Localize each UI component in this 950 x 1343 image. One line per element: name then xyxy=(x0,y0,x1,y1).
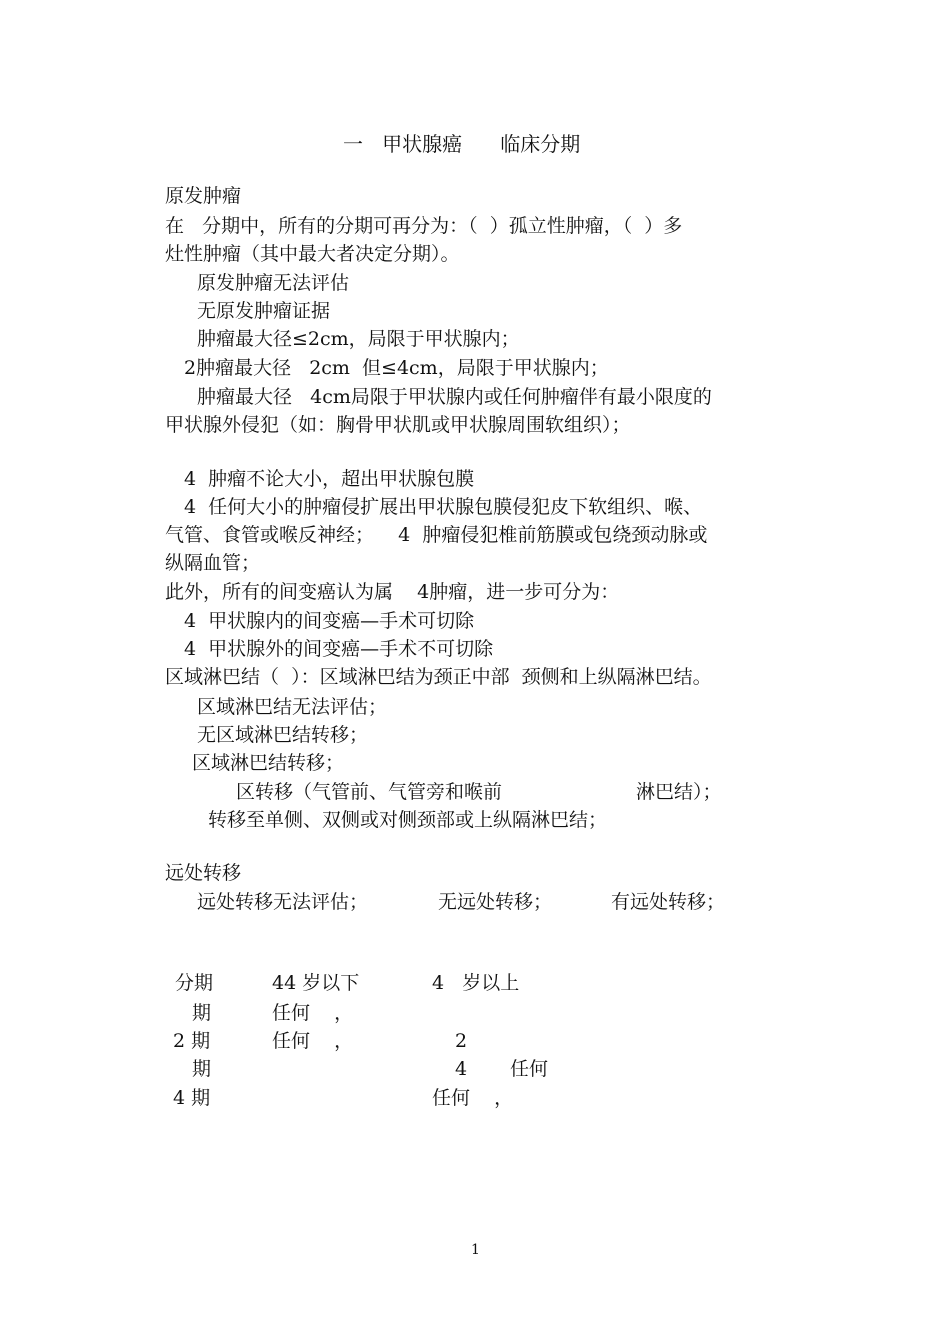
page-title: 一 甲状腺癌 临床分期 xyxy=(343,132,581,156)
table-cell: 2 xyxy=(455,1030,468,1052)
list-item: 肿瘤最大径 4cm局限于甲状腺内或任何肿瘤伴有最小限度的 xyxy=(197,386,712,408)
table-cell: 期 xyxy=(192,1002,212,1024)
list-item: 区域淋巴结转移； xyxy=(192,752,345,774)
table-cell: 4 xyxy=(455,1058,468,1080)
list-item: 纵隔血管； xyxy=(165,552,261,574)
list-item: 4 甲状腺外的间变癌—手术不可切除 xyxy=(184,638,494,660)
table-header-stage: 分期 xyxy=(175,972,214,994)
list-item: 无原发肿瘤证据 xyxy=(197,300,331,322)
table-cell: 4 期 xyxy=(173,1087,211,1109)
table-cell: 期 xyxy=(192,1058,212,1080)
list-item: 肿瘤最大径≤2cm，局限于甲状腺内； xyxy=(197,328,520,350)
list-item: 此外，所有的间变癌认为属 4肿瘤，进一步可分为： xyxy=(165,581,620,603)
table-cell: 任何 ， xyxy=(272,1030,354,1052)
intro-line: 灶性肿瘤（其中最大者决定分期）。 xyxy=(165,243,460,265)
intro-line: 在 分期中，所有的分期可再分为：（ ）孤立性肿瘤，（ ）多 xyxy=(165,215,683,237)
list-item: 4 肿瘤不论大小，超出甲状腺包膜 xyxy=(184,468,475,490)
list-item: 气管、食管或喉反神经； 4 肿瘤侵犯椎前筋膜或包绕颈动脉或 xyxy=(165,524,708,546)
list-item: 2肿瘤最大径 2cm 但≤4cm，局限于甲状腺内； xyxy=(184,357,609,379)
list-item: 远处转移无法评估； xyxy=(197,891,369,913)
list-item: 区域淋巴结无法评估； xyxy=(197,696,388,718)
list-item: 无区域淋巴结转移； xyxy=(197,724,369,746)
list-item: 原发肿瘤无法评估 xyxy=(197,272,350,294)
section-heading-distant-metastasis: 远处转移 xyxy=(165,862,242,884)
table-cell: 任何 ， xyxy=(432,1087,514,1109)
list-item: 区转移（气管前、气管旁和喉前 xyxy=(236,781,503,803)
list-item: 甲状腺外侵犯（如：胸骨甲状肌或甲状腺周围软组织）； xyxy=(165,414,631,436)
list-item: 4 任何大小的肿瘤侵扩展出甲状腺包膜侵犯皮下软组织、喉、 xyxy=(184,496,703,518)
table-cell: 2 期 xyxy=(173,1030,211,1052)
section-heading-primary-tumor: 原发肿瘤 xyxy=(165,185,242,207)
table-header-under-45: 44 岁以下 xyxy=(272,972,360,994)
list-item: 4 甲状腺内的间变癌—手术可切除 xyxy=(184,610,475,632)
page-number: 1 xyxy=(471,1242,480,1258)
table-cell: 任何 xyxy=(510,1058,549,1080)
list-item: 转移至单侧、双侧或对侧颈部或上纵隔淋巴结； xyxy=(208,809,608,831)
table-cell: 任何 ， xyxy=(272,1002,354,1024)
section-heading-regional-lymph-nodes: 区域淋巴结（ ）：区域淋巴结为颈正中部 颈侧和上纵隔淋巴结。 xyxy=(165,666,712,688)
list-item: 淋巴结）； xyxy=(636,781,722,803)
list-item: 有远处转移； xyxy=(611,891,726,913)
table-header-over-45: 4 岁以上 xyxy=(432,972,520,994)
list-item: 无远处转移； xyxy=(438,891,553,913)
